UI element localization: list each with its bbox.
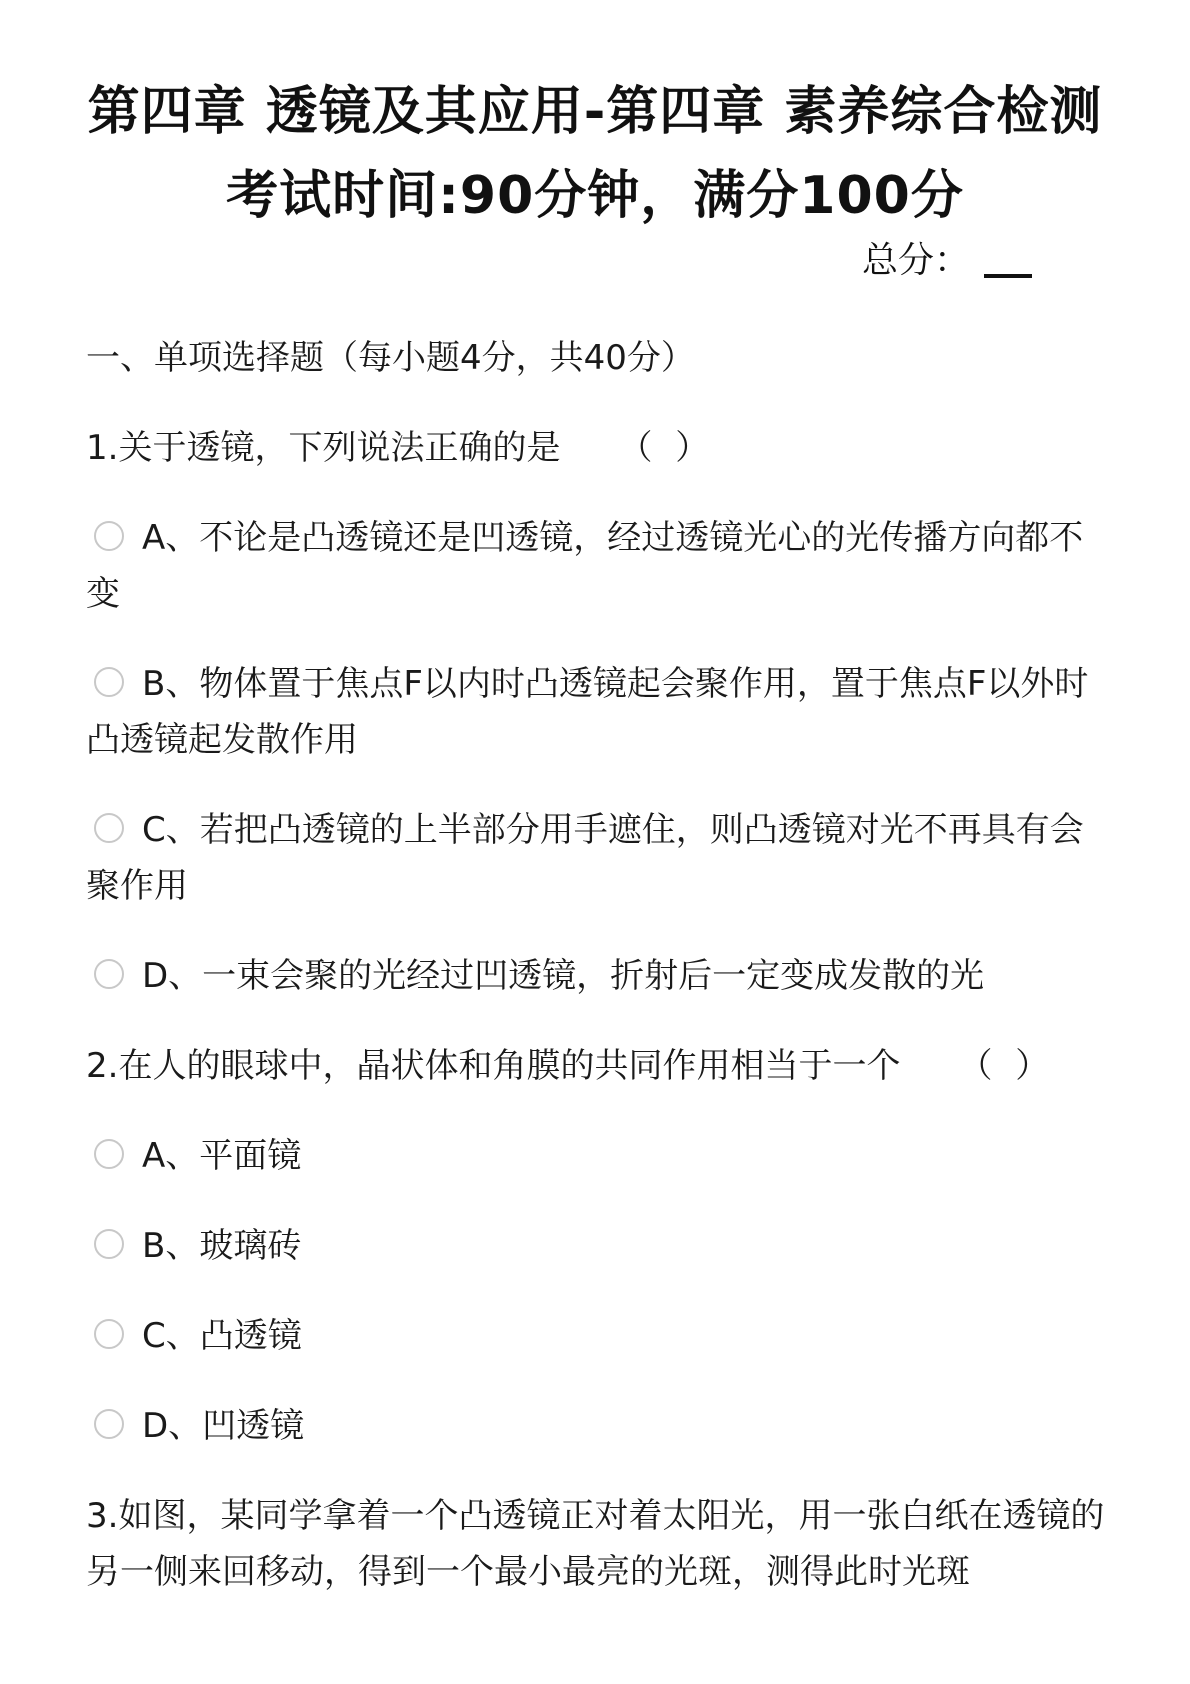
radio-button[interactable]: [94, 667, 124, 697]
radio-button[interactable]: [94, 1139, 124, 1169]
question-2: [86, 1038, 1112, 1094]
option-label: A、不论是凸透镜还是凹透镜，经过透镜光心的光传播方向都不变: [86, 518, 1084, 614]
q2-option-d[interactable]: [86, 1398, 1112, 1454]
radio-button[interactable]: [94, 959, 124, 989]
radio-button[interactable]: [94, 813, 124, 843]
total-score-blank: [984, 274, 1032, 278]
option-label: C、凸透镜: [142, 1316, 302, 1356]
radio-button[interactable]: [94, 1229, 124, 1259]
answer-parentheses: （ ）: [958, 1046, 1056, 1086]
q1-option-c[interactable]: [86, 802, 1112, 914]
exam-info: 考试时间:90分钟，满分100分: [226, 166, 964, 226]
radio-button[interactable]: [94, 1319, 124, 1349]
option-label: B、物体置于焦点F以内时凸透镜起会聚作用，置于焦点F以外时凸透镜起发散作用: [86, 664, 1089, 760]
option-label: D、凹透镜: [142, 1406, 305, 1446]
page-title: 第四章 透镜及其应用-第四章 素养综合检测: [87, 82, 1103, 142]
q1-option-a[interactable]: [86, 510, 1112, 622]
question-stem: 2.在人的眼球中，晶状体和角膜的共同作用相当于一个: [86, 1046, 901, 1086]
option-label: B、玻璃砖: [142, 1226, 302, 1266]
q2-option-b[interactable]: [86, 1218, 1112, 1274]
question-stem: 3.如图，某同学拿着一个凸透镜正对着太阳光，用一张白纸在透镜的另一侧来回移动，得到一个最小最亮的光斑，测得此时光斑: [86, 1496, 1105, 1592]
total-score: [862, 238, 1032, 284]
question-stem: 1.关于透镜，下列说法正确的是: [86, 428, 561, 468]
q2-option-a[interactable]: [86, 1128, 1112, 1184]
answer-parentheses: （ ）: [618, 428, 716, 468]
question-3: [86, 1488, 1112, 1600]
option-label: C、若把凸透镜的上半部分用手遮住，则凸透镜对光不再具有会聚作用: [86, 810, 1084, 906]
option-label: D、一束会聚的光经过凹透镜，折射后一定变成发散的光: [142, 956, 985, 996]
option-label: A、平面镜: [142, 1136, 302, 1176]
radio-button[interactable]: [94, 521, 124, 551]
q1-option-d[interactable]: [86, 948, 1112, 1004]
question-1: [86, 420, 1112, 476]
q1-option-b[interactable]: [86, 656, 1112, 768]
section-heading: 一、单项选择题（每小题4分，共40分）: [86, 338, 695, 378]
q2-option-c[interactable]: [86, 1308, 1112, 1364]
radio-button[interactable]: [94, 1409, 124, 1439]
exam-content: [86, 330, 1112, 1634]
total-score-label: 总分：: [861, 240, 970, 281]
